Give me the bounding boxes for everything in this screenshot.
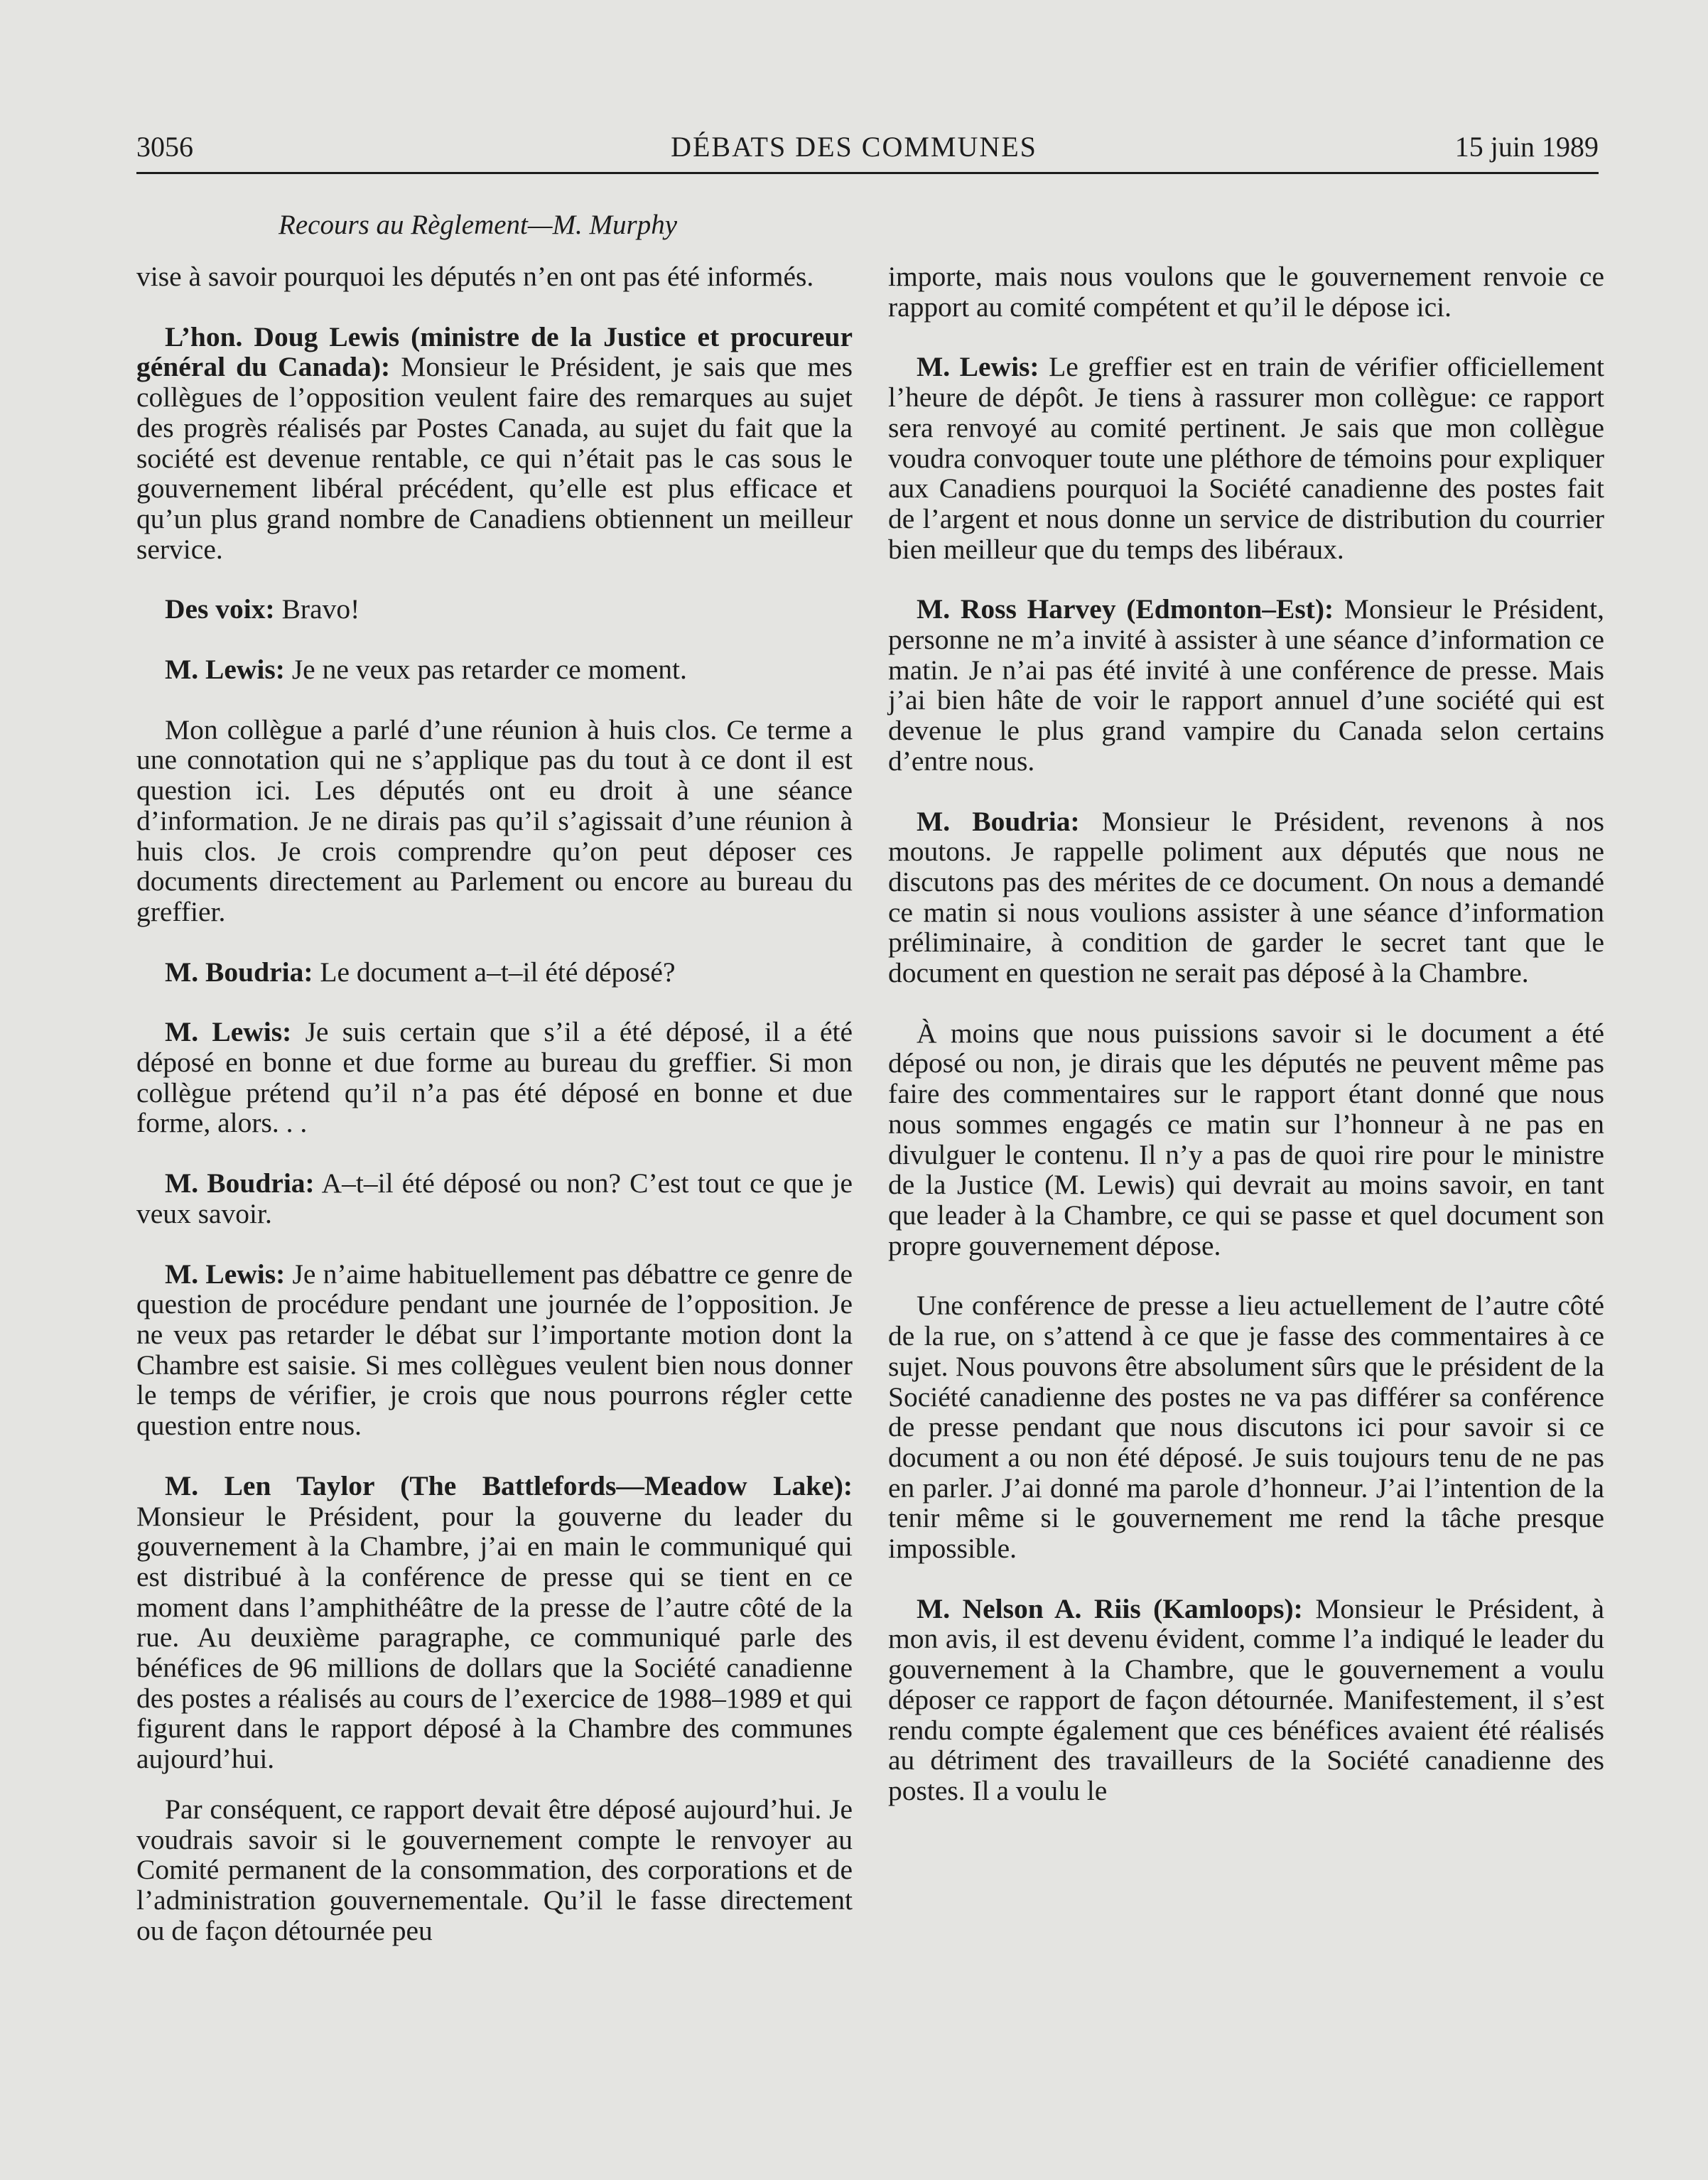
paragraph	[136, 594, 853, 625]
paragraph-text: Monsieur le Président, à mon avis, il est devenu évident, comme l’a indiqué le leader du gouvernement à la Chambre, que le gouvernement a voulu déposer ce rapport de façon détournée. Manifestement, il s’est rendu compte également que ces bénéfices avaient été réalisés au détriment des travailleurs de la Société canadienne des postes. Il a voulu le	[888, 1592, 1605, 1806]
paragraph	[136, 1471, 853, 1774]
speaker-name: L’hon. Doug Lewis (ministre de la Justice et procureur général du Canada):	[136, 320, 853, 383]
paragraph-text: Monsieur le Président, pour la gouverne du leader du gouvernement à la Chambre, j’ai en main le communiqué qui est distribué à la conférence de presse qui se tient en ce moment dans l’amphithéâtre de la presse de l’autre côté de la rue. Au deuxième paragraphe, ce communiqué parle des bénéfices de 96 millions de dollars que la Société canadienne des postes a réalisés au cours de l’exercice de 1988–1989 et qui figurent dans le rapport déposé à la Chambre des communes aujourd’hui.	[136, 1500, 853, 1775]
paragraph	[136, 1168, 853, 1229]
right-column	[888, 261, 1604, 1806]
speaker-name: M. Len Taylor (The Battlefords—Meadow Lake):	[165, 1469, 853, 1501]
speaker-name: M. Lewis:	[917, 351, 1039, 383]
paragraph-text: Je n’aime habituellement pas débattre ce genre de question de procédure pendant une journée de l’opposition. Je ne veux pas retarder le débat sur l’importante motion dont la Chambre est saisie. Si mes collègues veulent bien nous donner le temps de vérifier, je crois que nous pourrons régler cette question entre nous.	[136, 1258, 853, 1442]
speaker-name: M. Lewis:	[165, 1258, 286, 1290]
paragraph-text: Je ne veux pas retarder ce moment.	[291, 654, 687, 686]
paragraph-text: A–t–il été déposé ou non? C’est tout ce que je veux savoir.	[136, 1167, 853, 1229]
paragraph	[136, 322, 853, 565]
paragraph	[888, 594, 1604, 776]
paragraph-text: Le document a–t–il été déposé?	[320, 956, 676, 988]
paragraph-text: Monsieur le Président, revenons à nos moutons. Je rappelle poliment aux députés que nous ne discutons pas des mérites de ce document. On nous a demandé ce matin si nous voulions assister à une séance d’information préliminaire, à condition de garder le secret tant que le document en question ne serait pas déposé à la Chambre.	[888, 805, 1604, 989]
paragraph-text: À moins que nous puissions savoir si le document a été déposé ou non, je dirais que les députés ne peuvent même pas faire des commentaires sur le rapport étant donné que nous nous sommes engagés ce matin sur l’honneur à ne pas en divulguer le contenu. Il n’y a pas de quoi rire pour le ministre de la Justice (M. Lewis) qui devrait au moins savoir, en tant que leader à la Chambre, ce qui se passe et quel document son propre gouvernement dépose.	[888, 1017, 1604, 1261]
speaker-name: M. Boudria:	[917, 805, 1080, 837]
paragraph	[888, 806, 1604, 988]
paragraph	[888, 1290, 1604, 1563]
paragraph	[136, 1259, 853, 1441]
paragraph-text: Une conférence de presse a lieu actuellement de l’autre côté de la rue, on s’attend à ce que je fasse des commentaires à ce sujet. Nous pouvons être absolument sûrs que le président de la Société canadienne des postes ne va pas différer sa conférence de presse pendant que nous discutons ici pour savoir si ce document a ou non été déposé. Je suis toujours tenu de ne pas en parler. J’ai donné ma parole d’honneur. J’ai l’intention de la tenir même si le gouvernement me rend la tâche presque impossible.	[888, 1290, 1604, 1565]
left-column	[136, 261, 853, 1946]
paragraph-text: Bravo!	[281, 593, 360, 625]
paragraph-text: Je suis certain que s’il a été déposé, il a été déposé en bonne et due forme au bureau du greffier. Si mon collègue prétend qu’il n’a pas été déposé en bonne et due forme, alors. . .	[136, 1016, 853, 1139]
paragraph-text: vise à savoir pourquoi les députés n’en ont pas été informés.	[136, 261, 814, 292]
running-title: DÉBATS DES COMMUNES	[671, 131, 1037, 163]
paragraph	[136, 1017, 853, 1138]
section-subheading: Recours au Règlement—M. Murphy	[279, 210, 678, 240]
page-number: 3056	[136, 131, 193, 163]
speaker-name: M. Ross Harvey (Edmonton–Est):	[917, 593, 1334, 625]
paragraph	[136, 261, 853, 292]
page-date: 15 juin 1989	[1454, 131, 1599, 163]
paragraph	[136, 715, 853, 927]
paragraph-text: Monsieur le Président, personne ne m’a invité à assister à une séance d’information ce matin. Je n’ai pas été invité à une conférence de presse. Mais j’ai bien hâte de voir le rapport annuel d’une société qui est devenue le plus grand vampire du Canada selon certains d’entre nous.	[888, 593, 1604, 777]
speaker-name: M. Boudria:	[165, 1167, 315, 1199]
paragraph	[888, 1594, 1604, 1806]
paragraph	[136, 957, 853, 988]
paragraph-text: Par conséquent, ce rapport devait être déposé aujourd’hui. Je voudrais savoir si le gouvernement compte le renvoyer au Comité permanent de la consommation, des corporations et de l’administration gouvernementale. Qu’il le fasse directement ou de façon détournée peu	[136, 1793, 853, 1946]
speaker-name: M. Lewis:	[165, 1016, 292, 1048]
header-rule	[136, 172, 1599, 174]
paragraph-text: Mon collègue a parlé d’une réunion à huis clos. Ce terme a une connotation qui ne s’applique pas du tout à ce dont il est question ici. Les députés ont eu droit à une séance d’information. Je ne dirais pas qu’il s’agissait d’une réunion à huis clos. Je crois comprendre qu’on peut déposer ces documents directement au Parlement ou encore au bureau du greffier.	[136, 713, 853, 927]
paragraph	[136, 1794, 853, 1946]
paragraph-text: Le greffier est en train de vérifier officiellement l’heure de dépôt. Je tiens à rassurer mon collègue: ce rapport sera renvoyé au comité pertinent. Je sais que mon collègue voudra convoquer toute une pléthore de témoins pour expliquer aux Canadiens pourquoi la Société canadienne des postes fait de l’argent et nous donne un service de distribution du courrier bien meilleur que du temps des libéraux.	[888, 351, 1605, 565]
paragraph-text: Monsieur le Président, je sais que mes collègues de l’opposition veulent faire des remarques au sujet des progrès réalisés par Postes Canada, au sujet du fait que la société est devenue rentable, ce qui n’était pas le cas sous le gouvernement libéral précédent, qu’elle est plus efficace et qu’un plus grand nombre de Canadiens obtiennent un meilleur service.	[136, 351, 853, 565]
paragraph	[888, 1018, 1604, 1261]
paragraph	[888, 352, 1604, 564]
paragraph	[136, 654, 853, 685]
speaker-name: M. Lewis:	[165, 654, 285, 686]
speaker-name: M. Nelson A. Riis (Kamloops):	[917, 1592, 1303, 1624]
paragraph-text: importe, mais nous voulons que le gouvernement renvoie ce rapport au comité compétent et qu’il le dépose ici.	[888, 261, 1604, 323]
speaker-name: Des voix:	[165, 593, 275, 625]
speaker-name: M. Boudria:	[165, 956, 313, 988]
paragraph	[888, 261, 1604, 322]
